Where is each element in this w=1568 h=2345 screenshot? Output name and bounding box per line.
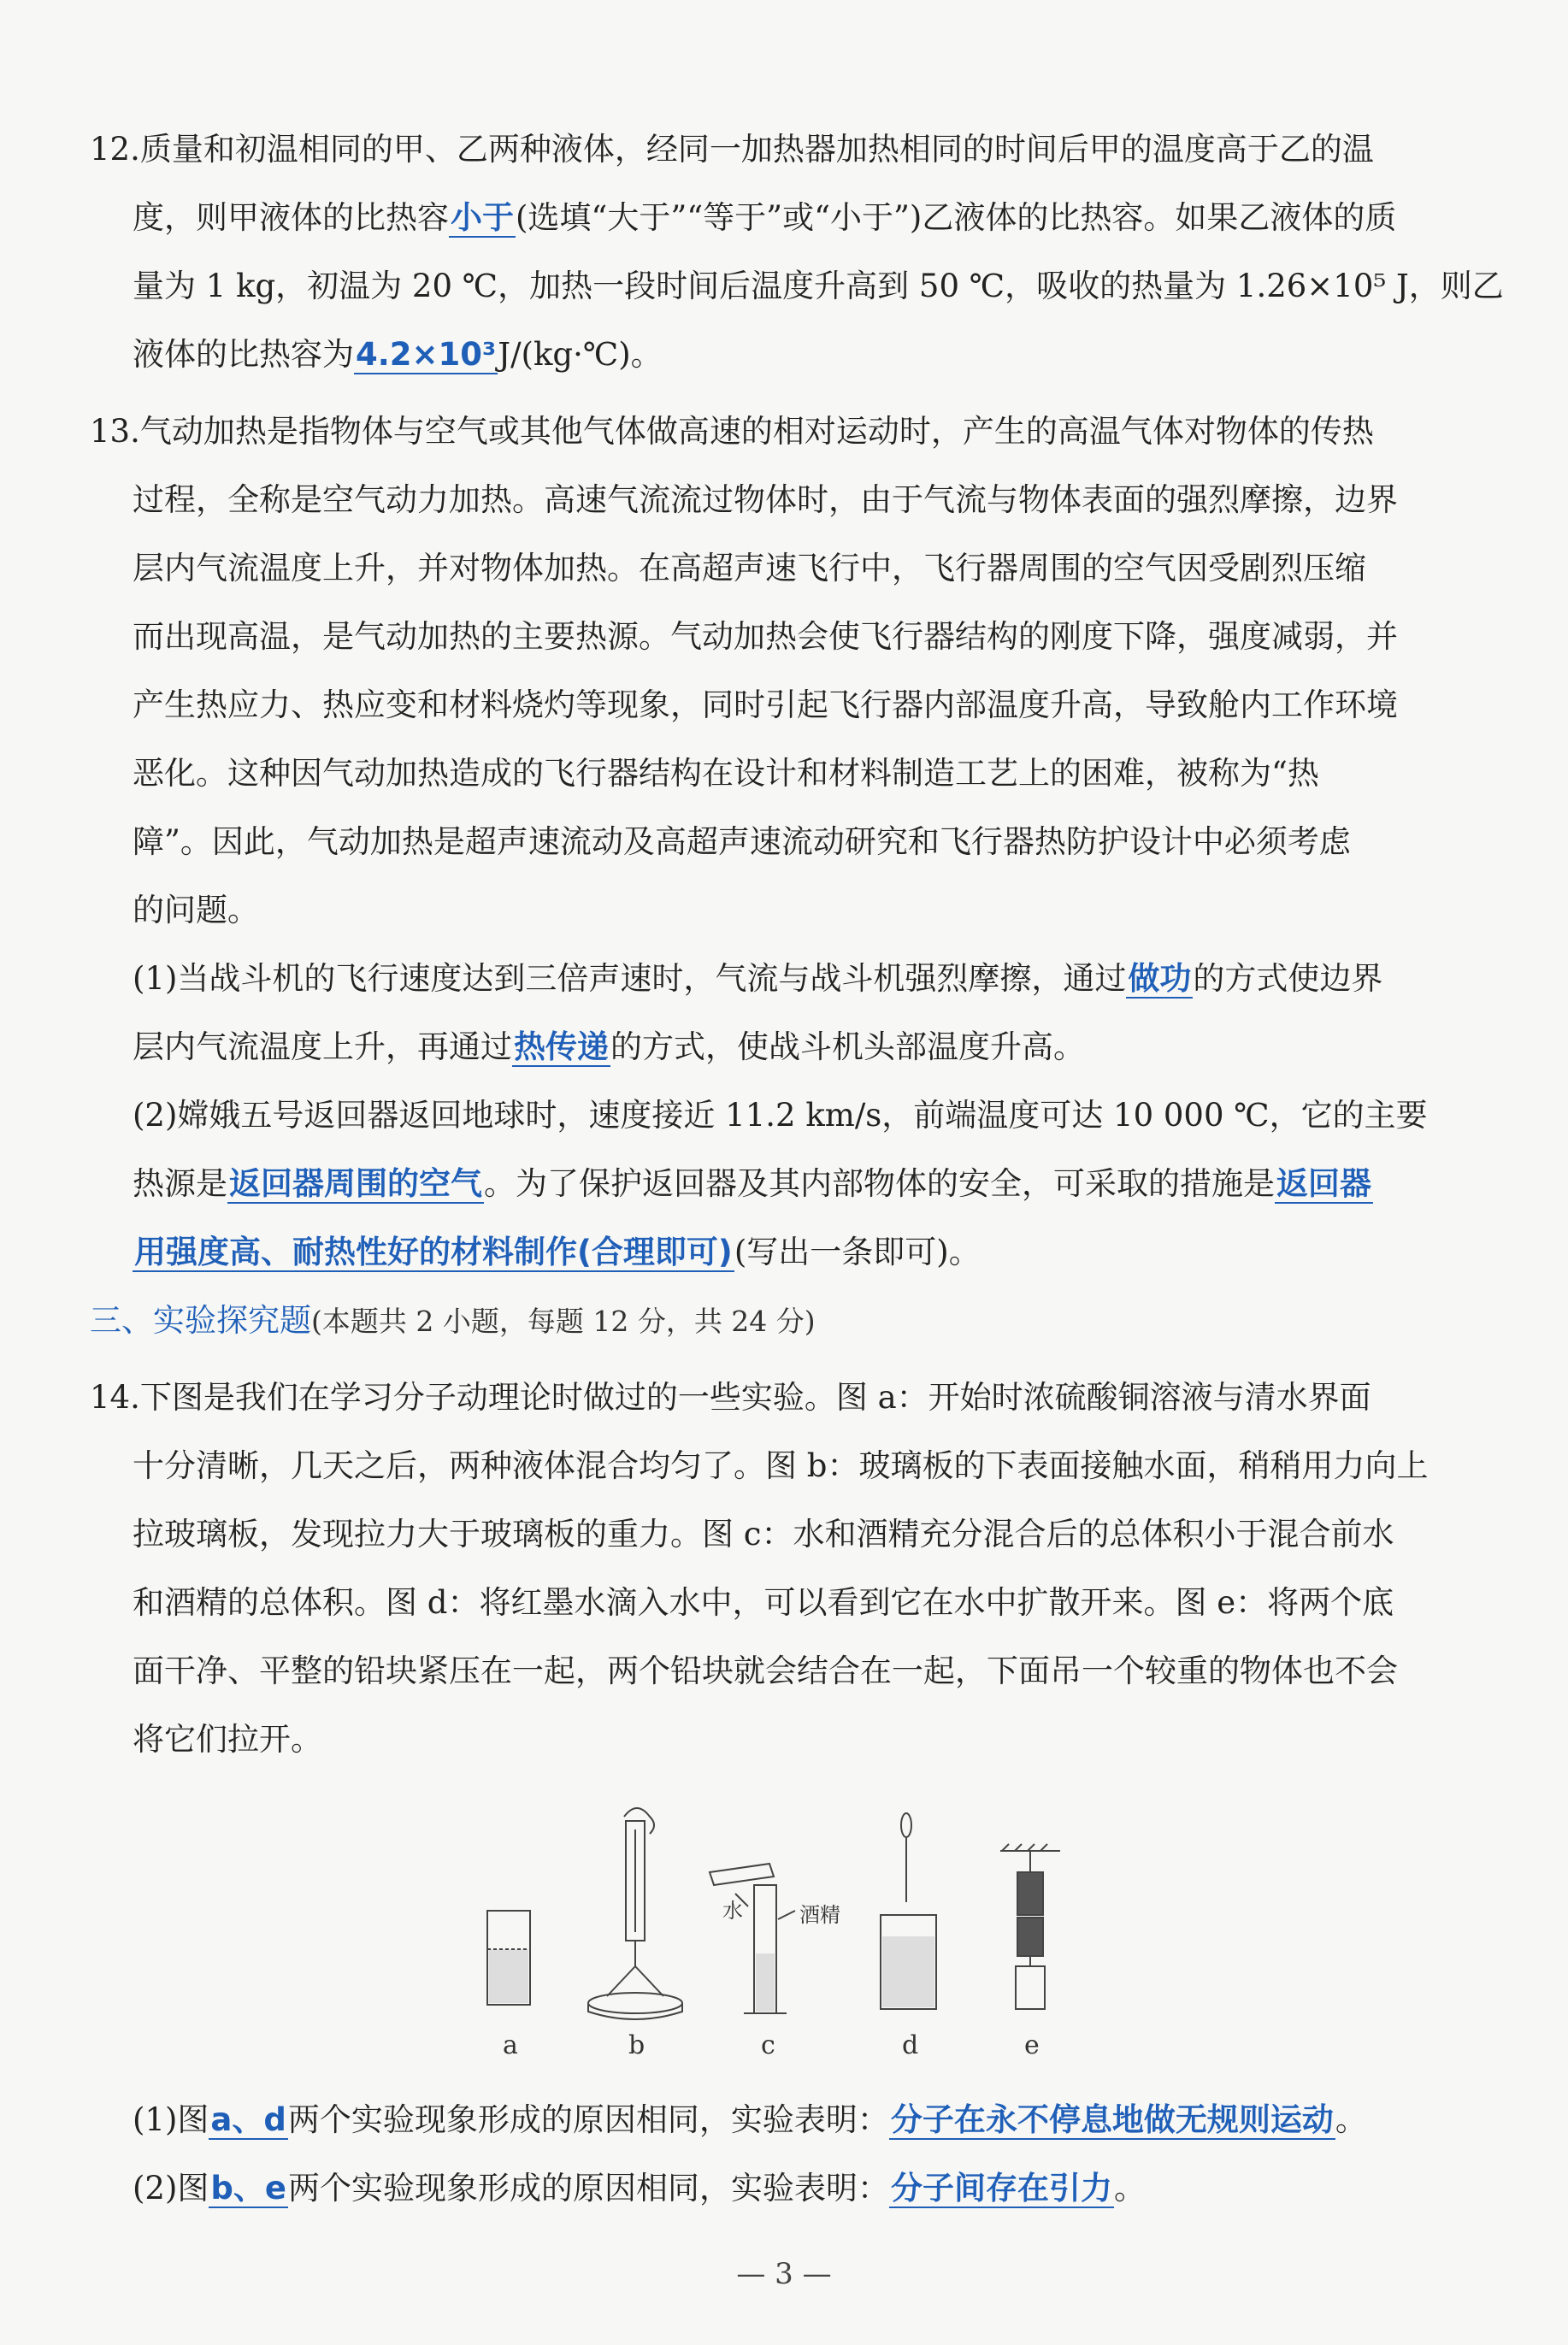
q12-line-2: [133, 197, 1396, 239]
experiment-figure: [479, 1782, 1146, 2073]
q13-answer-3: 返回器周围的空气: [229, 1165, 482, 1202]
figure-b-spring-scale: [588, 1808, 682, 2019]
q13-answer-4b: 用强度高、耐热性好的材料制作(合理即可): [134, 1234, 733, 1270]
q13-line-8: 的问题。: [133, 892, 259, 928]
q12-text: J/(kg·℃)。: [498, 336, 663, 373]
figure-a-cylinder: [487, 1911, 530, 2005]
figure-label-c: c: [761, 2030, 775, 2060]
q14-part-2: [133, 2167, 1146, 2210]
q13-part-2: (2)嫦娥五号返回器返回地球时，速度接近 11.2 km/s，前端温度可达 10 000 ℃，它的主要: [133, 1097, 1428, 1134]
q14-answer-3: b、e: [210, 2170, 287, 2207]
q12-answer-1: 小于: [451, 199, 514, 236]
q13-text: 。为了保护返回器及其内部物体的安全，可采取的措施是: [484, 1165, 1275, 1202]
figure-label-e: e: [1024, 2030, 1040, 2060]
figure-label-b: b: [628, 2030, 645, 2060]
q12-line-4: [133, 333, 663, 376]
q14-text: (2)图: [133, 2170, 209, 2207]
q13-line-2: 过程，全称是空气动力加热。高速气流流过物体时，由于气流与物体表面的强烈摩擦，边界: [133, 481, 1398, 518]
q14-text: (1)图: [133, 2101, 209, 2138]
q12-line-3: 量为 1 kg，初温为 20 ℃，加热一段时间后温度升高到 50 ℃，吸收的热量为 1.26×10⁵ J，则乙: [133, 268, 1504, 304]
page-number: — 3 —: [736, 2257, 832, 2291]
q13-part-1: [133, 957, 1382, 1000]
q13-text: 的方式使边界: [1193, 960, 1383, 997]
q13-text: 层内气流温度上升，再通过: [133, 1028, 512, 1065]
q14-part-1: [133, 2099, 1367, 2142]
q12-text: 度，则甲液体的比热容: [133, 199, 449, 236]
q13-part-2-cont: [133, 1163, 1373, 1205]
q13-text: 热源是: [133, 1165, 227, 1202]
q14-answer-2: 分子在永不停息地做无规则运动: [890, 2101, 1334, 2138]
q12-answer-2: 4.2×10³: [356, 336, 497, 373]
q13-line-5: 产生热应力、热应变和材料烧灼等现象，同时引起飞行器内部温度升高，导致舱内工作环境: [133, 686, 1398, 723]
q14-line-3: 拉玻璃板，发现拉力大于玻璃板的重力。图 c：水和酒精充分混合后的总体积小于混合前水: [133, 1516, 1394, 1553]
q14-text: 两个实验现象形成的原因相同，实验表明：: [288, 2170, 890, 2207]
q12-line-1: 12.质量和初温相同的甲、乙两种液体，经同一加热器加热相同的时间后甲的温度高于乙的温: [90, 131, 1374, 168]
q13-line-3: 层内气流温度上升，并对物体加热。在高超声速飞行中，飞行器周围的空气因受剧烈压缩: [133, 550, 1366, 586]
q13-line-4: 而出现高温，是气动加热的主要热源。气动加热会使飞行器结构的刚度下降，强度减弱，并: [133, 618, 1398, 655]
figure-c-mixing: [710, 1864, 795, 2013]
q12-text: (选填“大于”“等于”或“小于”)乙液体的比热容。如果乙液体的质: [516, 199, 1397, 236]
label-water: 水: [722, 1899, 743, 1923]
figure-label-d: d: [902, 2030, 919, 2060]
q14-line-4: 和酒精的总体积。图 d：将红墨水滴入水中，可以看到它在水中扩散开来。图 e：将两个底: [133, 1584, 1394, 1621]
q13-answer-2: 热传递: [514, 1028, 609, 1065]
figure-d-beaker: [881, 1813, 936, 2009]
q13-line-6: 恶化。这种因气动加热造成的飞行器结构在设计和材料制造工艺上的困难，被称为“热: [133, 755, 1319, 792]
q13-line-1: 13.气动加热是指物体与空气或其他气体做高速的相对运动时，产生的高温气体对物体的传热: [90, 413, 1374, 450]
q14-line-5: 面干净、平整的铅块紧压在一起，两个铅块就会结合在一起，下面吊一个较重的物体也不会: [133, 1653, 1398, 1689]
experiment-drawings: [479, 1782, 1146, 2073]
q13-answer-1: 做功: [1128, 960, 1192, 997]
q13-answer-4a: 返回器: [1276, 1165, 1371, 1202]
q14-text: 。: [1114, 2170, 1147, 2207]
q14-answer-4: 分子间存在引力: [891, 2170, 1113, 2207]
q12-text: 液体的比热容为: [133, 336, 354, 373]
q13-text: (写出一条即可)。: [734, 1234, 981, 1270]
q14-answer-1: a、d: [210, 2101, 286, 2138]
q13-line-7: 障”。因此，气动加热是超声速流动及高超声速流动研究和飞行器热防护设计中必须考虑: [133, 823, 1351, 860]
q14-line-1: 14.下图是我们在学习分子动理论时做过的一些实验。图 a：开始时浓硫酸铜溶液与清水界面: [90, 1379, 1371, 1416]
section-hint: (本题共 2 小题，每题 12 分，共 24 分): [311, 1305, 816, 1338]
q13-text: (1)当战斗机的飞行速度达到三倍声速时，气流与战斗机强烈摩擦，通过: [133, 960, 1127, 997]
q13-part-1-cont: [133, 1026, 1085, 1069]
q14-text: 两个实验现象形成的原因相同，实验表明：: [287, 2101, 889, 2138]
q13-text: 的方式，使战斗机头部温度升高。: [610, 1028, 1085, 1065]
label-alcohol: 酒精: [799, 1903, 840, 1927]
q14-text: 。: [1335, 2101, 1367, 2138]
figure-label-a: a: [503, 2030, 518, 2060]
q14-line-6: 将它们拉开。: [133, 1721, 322, 1758]
figure-e-lead-blocks: [1000, 1844, 1060, 2009]
q13-part-2-cont2: [133, 1231, 981, 1274]
q14-line-2: 十分清晰，几天之后，两种液体混合均匀了。图 b：玻璃板的下表面接触水面，稍稍用力向上: [133, 1447, 1429, 1484]
section-title: 三、实验探究题: [90, 1302, 311, 1339]
